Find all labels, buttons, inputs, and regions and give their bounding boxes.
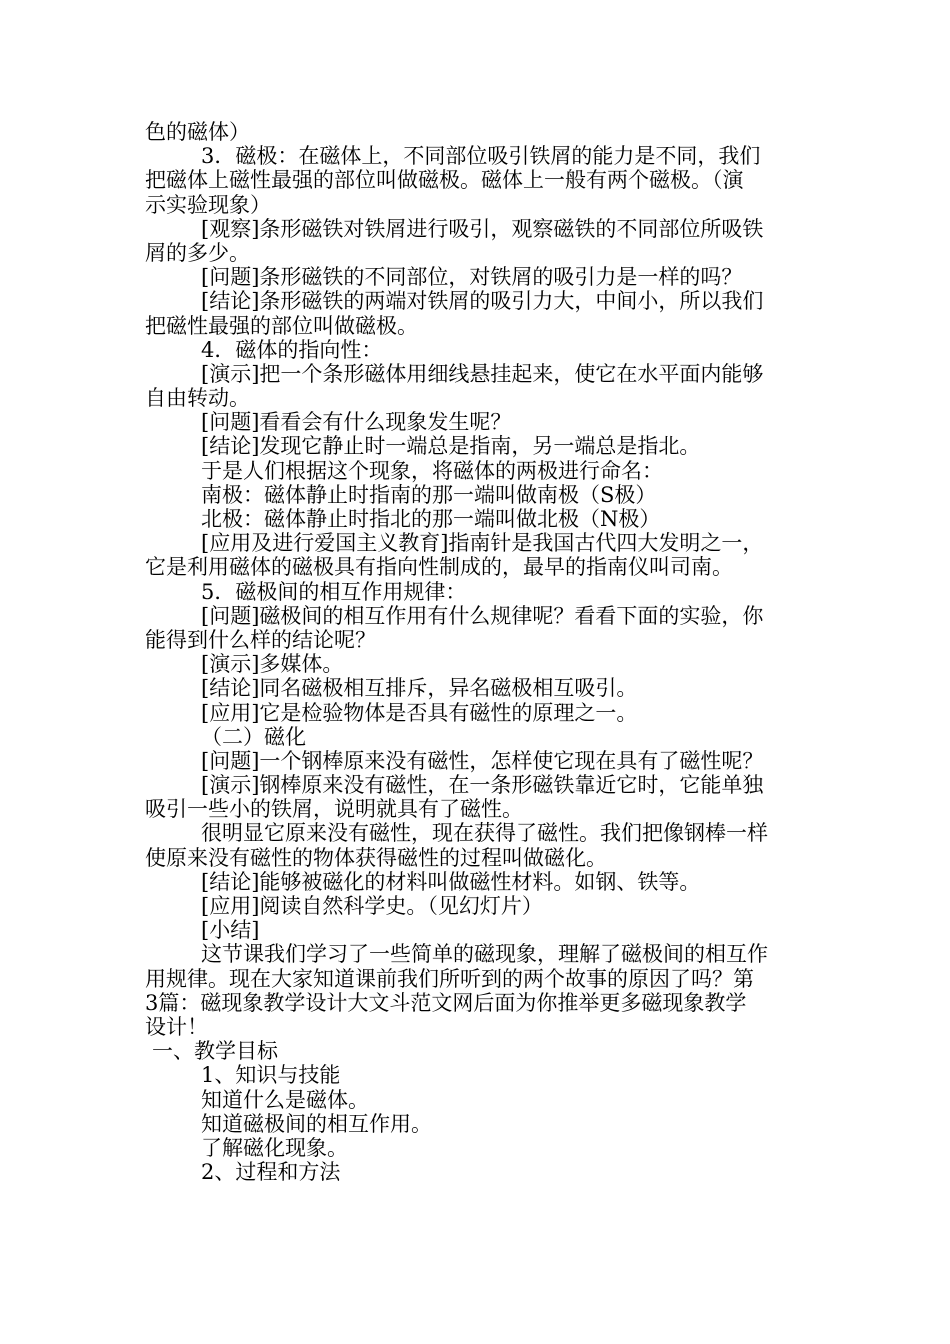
text-line: 知道什么是磁体。 <box>201 1087 369 1112</box>
text-line: [应用]阅读自然科学史。（见幻灯片） <box>201 894 543 918</box>
text-line: 屑的多少。 <box>145 240 250 265</box>
text-line: 5．磁极间的相互作用规律： <box>201 579 467 604</box>
text-line: 3．磁极：在磁体上，不同部位吸引铁屑的能力是不同，我们 <box>201 144 761 169</box>
text-line: 它是利用磁体的磁极具有指向性制成的，最早的指南仪叫司南。 <box>145 555 733 580</box>
text-line: [应用]它是检验物体是否具有磁性的原理之一。 <box>201 700 638 725</box>
text-line: 4．磁体的指向性： <box>201 337 383 362</box>
text-line: [结论]条形磁铁的两端对铁屑的吸引力大，中间小，所以我们 <box>201 289 764 314</box>
text-line: 这节课我们学习了一些简单的磁现象，理解了磁极间的相互作 <box>201 942 768 967</box>
text-line: 能得到什么样的结论呢？ <box>145 627 376 652</box>
text-line: 自由转动。 <box>145 386 250 411</box>
text-line: [问题]一个钢棒原来没有磁性，怎样使它现在具有了磁性呢？ <box>201 748 764 773</box>
text-line: 把磁性最强的部位叫做磁极。 <box>145 313 418 338</box>
text-line: [演示]多媒体。 <box>201 652 344 677</box>
text-line: 北极：磁体静止时指北的那一端叫做北极（N极） <box>201 507 661 531</box>
text-line: 了解磁化现象。 <box>201 1135 348 1160</box>
text-line: 设计！ <box>145 1014 208 1039</box>
text-line: [问题]条形磁铁的不同部位，对铁屑的吸引力是一样的吗？ <box>201 265 743 290</box>
text-line: 2、过程和方法 <box>201 1160 341 1185</box>
text-line: 很明显它原来没有磁性，现在获得了磁性。我们把像钢棒一样 <box>201 821 768 846</box>
text-line: [演示]把一个条形磁体用细线悬挂起来，使它在水平面内能够 <box>201 361 764 386</box>
text-line: [观察]条形磁铁对铁屑进行吸引，观察磁铁的不同部位所吸铁 <box>201 216 764 241</box>
text-line: [演示]钢棒原来没有磁性，在一条形磁铁靠近它时，它能单独 <box>201 773 764 798</box>
text-line: 于是人们根据这个现象，将磁体的两极进行命名： <box>201 458 663 483</box>
text-line: 一、教学目标 <box>152 1039 278 1064</box>
text-line: [小结] <box>201 918 260 943</box>
text-line: 把磁体上磁性最强的部位叫做磁极。磁体上一般有两个磁极。（演 <box>145 168 744 193</box>
text-line: 用规律。现在大家知道课前我们所听到的两个故事的原因了吗？第 <box>145 966 754 991</box>
text-line: 知道磁极间的相互作用。 <box>201 1111 432 1136</box>
text-line: [结论]能够被磁化的材料叫做磁性材料。如钢、铁等。 <box>201 869 701 894</box>
text-line: [结论]同名磁极相互排斥，异名磁极相互吸引。 <box>201 676 638 701</box>
text-line: （二）磁化 <box>201 724 306 749</box>
text-line: 南极：磁体静止时指南的那一端叫做南极（S极） <box>201 482 657 507</box>
text-line: [问题]看看会有什么现象发生呢？ <box>201 410 512 435</box>
text-line: 色的磁体） <box>145 120 250 144</box>
text-line: 使原来没有磁性的物体获得磁性的过程叫做磁化。 <box>145 845 607 870</box>
text-line: 1、知识与技能 <box>201 1063 341 1088</box>
text-line: [结论]发现它静止时一端总是指南，另一端总是指北。 <box>201 434 701 459</box>
text-line: 吸引一些小的铁屑，说明就具有了磁性。 <box>145 797 523 822</box>
text-line: 示实验现象） <box>145 192 271 217</box>
document-page <box>145 120 815 1184</box>
text-line: [应用及进行爱国主义教育]指南针是我国古代四大发明之一， <box>201 531 764 556</box>
text-line: [问题]磁极间的相互作用有什么规律呢？看看下面的实验，你 <box>201 603 764 628</box>
text-line: 3篇：磁现象教学设计大文斗范文网后面为你推举更多磁现象教学 <box>145 990 747 1015</box>
